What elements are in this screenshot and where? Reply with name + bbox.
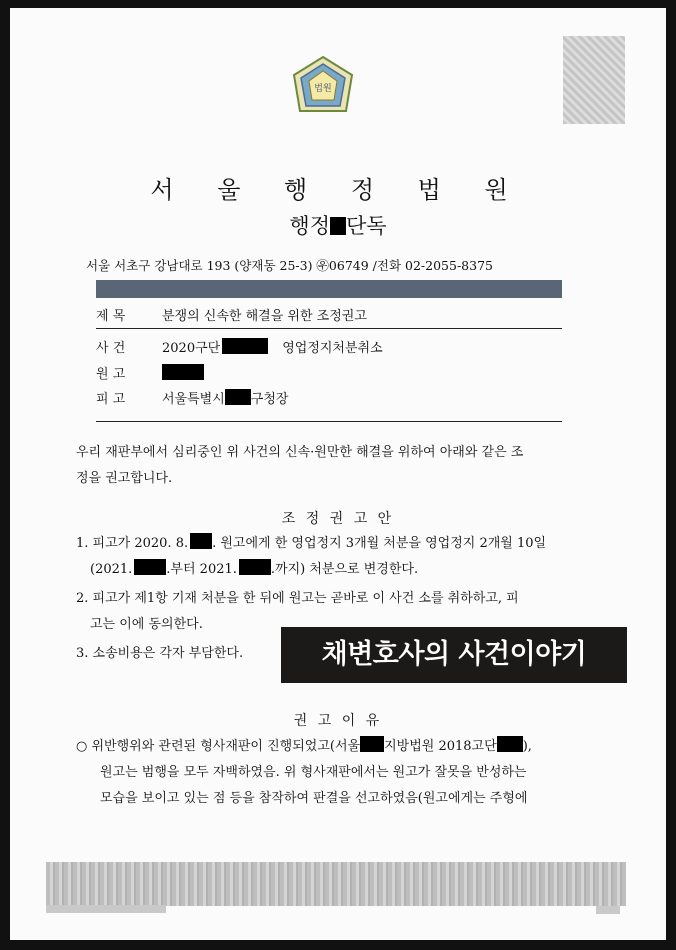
blurred-page-number: [596, 906, 620, 914]
overlay-caption: 채변호사의 사건이야기: [281, 627, 627, 683]
redaction: [360, 736, 384, 752]
defendant-row: 피 고 서울특별시 구청장: [96, 388, 288, 407]
redaction: [225, 389, 251, 405]
redaction: [162, 364, 204, 380]
recommendation-heading: 조 정 권 고 안: [281, 511, 395, 527]
court-emblem-icon: [290, 55, 356, 119]
blurred-footer-text: [46, 905, 166, 913]
reason-heading: 권 고 이 유: [293, 713, 383, 729]
court-title: 서 울 행 정 법 원: [150, 176, 526, 204]
divider: [96, 421, 562, 422]
blurred-stamp: [563, 36, 625, 124]
svg-text:법원: 법원: [314, 84, 332, 94]
reason-paragraph: ○ 위반행위와 관련된 형사재판이 진행되었고(서울 지방법원 2018고단 ), 원고는 범행을 모두 자백하였음. 위 형사재판에서는 원고가 잘못을 반성하는 모습을 보이고 있는 점 등을 참작하여 판결을 선고하였음(원고에게는 주형에: [76, 734, 586, 812]
recommendation-item-1: 1. 피고가 2020. 8. . 원고에게 한 영업정지 3개월 처분을 영업정지 2개월 10일 (2021. .부터 2021. .까지) 처분으로 변경한다.: [76, 531, 586, 583]
case-row: 사 건 2020구단 영업정지처분취소: [96, 337, 383, 356]
redaction: [222, 338, 268, 354]
redaction: [497, 736, 523, 752]
intro-paragraph: 우리 재판부에서 심리중인 위 사건의 신속·원만한 해결을 위하여 아래와 같은 조 정을 권고합니다.: [76, 445, 524, 486]
plaintiff-row: 원 고: [96, 363, 204, 382]
divider: [96, 328, 562, 329]
court-address: 서울 서초구 강남대로 193 (양재동 25-3) ㉾06749 /전화 02-2055-8375: [86, 258, 493, 273]
redaction: [134, 559, 166, 575]
department-name: 행정 단독: [289, 214, 387, 238]
recommendation-item-2: 2. 피고가 제1항 기재 처분을 한 뒤에 원고는 곧바로 이 사건 소를 취하하고, 피 고는 이에 동의한다.: [76, 591, 519, 632]
subject-row: 제 목 분쟁의 신속한 해결을 위한 조정권고: [96, 309, 367, 324]
redaction: [239, 559, 271, 575]
recommendation-item-3: 3. 소송비용은 각자 부담한다.: [76, 646, 244, 661]
header-band: [96, 280, 562, 298]
redaction: [190, 533, 212, 549]
redaction: [330, 217, 346, 235]
blurred-footer: [46, 862, 626, 906]
